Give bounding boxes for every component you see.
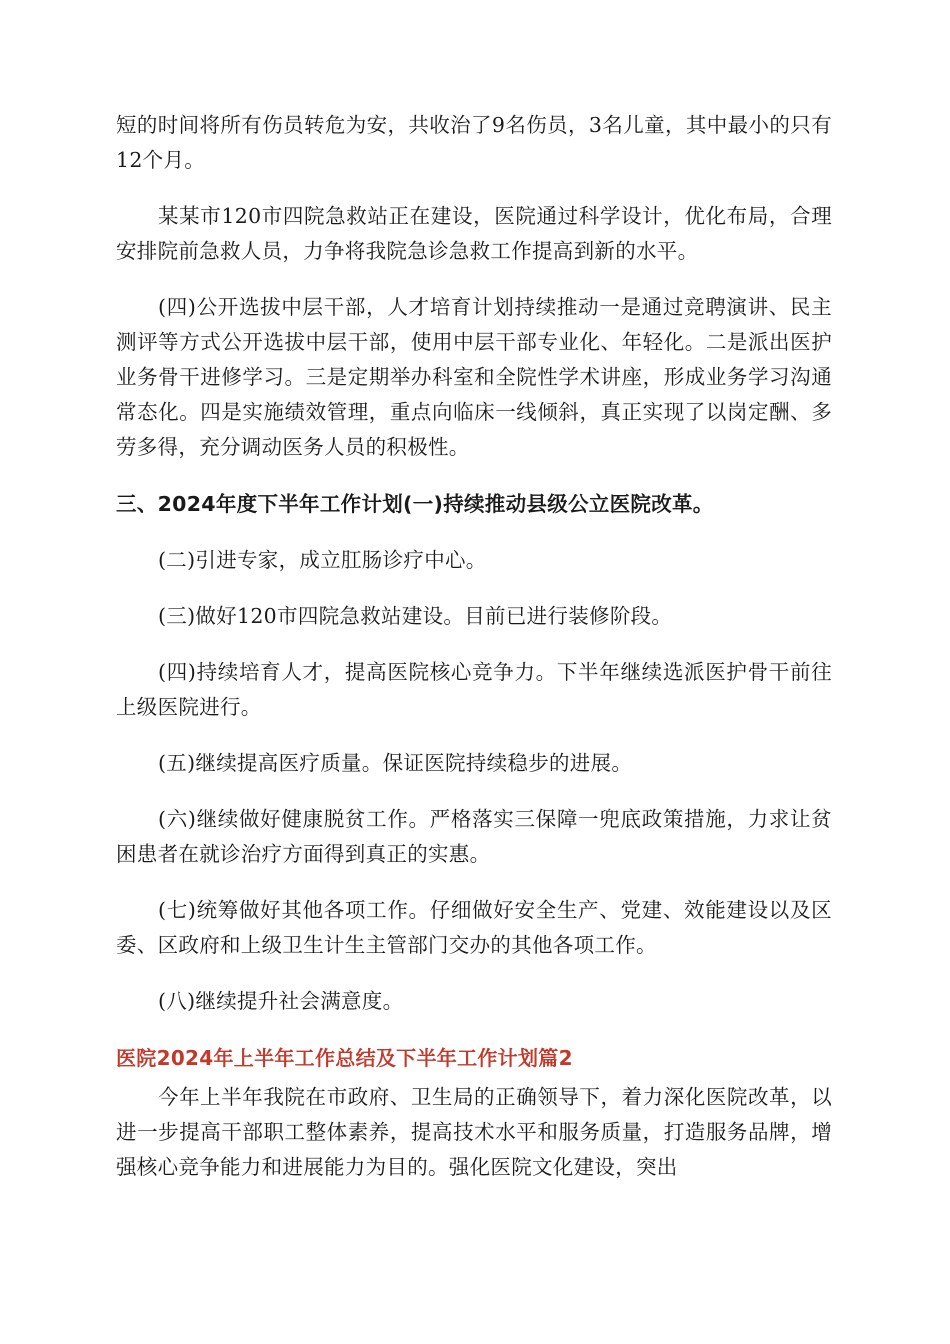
- paragraph-emergency-station: 某某市120市四院急救站正在建设，医院通过科学设计，优化布局，合理安排院前急救人员，力争将我院急诊急救工作提高到新的水平。: [116, 204, 832, 263]
- plan-item-5: (五)继续提高医疗质量。保证医院持续稳步的进展。: [158, 751, 633, 775]
- document-page: [116, 108, 832, 1185]
- article-intro: 今年上半年我院在市政府、卫生局的正确领导下，着力深化医院改革，以进一步提高干部职工整体素养，提高技术水平和服务质量，打造服务品牌，增强核心竞争能力和进展能力为目的。强化医院文化建设，突出: [116, 1085, 832, 1179]
- paragraph-continuation: 短的时间将所有伤员转危为安，共收治了9名伤员，3名儿童，其中最小的只有12个月。: [116, 113, 832, 172]
- plan-item-6: (六)继续做好健康脱贫工作。严格落实三保障一兜底政策措施，力求让贫困患者在就诊治疗方面得到真正的实惠。: [116, 807, 832, 866]
- plan-item-4: (四)持续培育人才，提高医院核心竞争力。下半年继续选派医护骨干前往上级医院进行。: [116, 660, 832, 719]
- plan-item-7: (七)统筹做好其他各项工作。仔细做好安全生产、党建、效能建设以及区委、区政府和上级卫生计生主管部门交办的其他各项工作。: [116, 898, 832, 957]
- paragraph-talent-selection: (四)公开选拔中层干部，人才培育计划持续推动一是通过竞聘演讲、民主测评等方式公开选拔中层干部，使用中层干部专业化、年轻化。二是派出医护业务骨干进修学习。三是定期举办科室和全院性学术讲座，形成业务学习沟通常态化。四是实施绩效管理，重点向临床一线倾斜，真正实现了以岗定酬、多劳多得，充分调动医务人员的积极性。: [116, 295, 832, 459]
- article-title: 医院2024年上半年工作总结及下半年工作计划篇2: [116, 1046, 573, 1070]
- section-heading-plan: 三、2024年度下半年工作计划(一)持续推动县级公立医院改革。: [116, 492, 714, 516]
- plan-item-3: (三)做好120市四院急救站建设。目前已进行装修阶段。: [158, 604, 673, 628]
- plan-item-2: (二)引进专家，成立肛肠诊疗中心。: [158, 548, 487, 572]
- plan-item-8: (八)继续提升社会满意度。: [158, 989, 404, 1013]
